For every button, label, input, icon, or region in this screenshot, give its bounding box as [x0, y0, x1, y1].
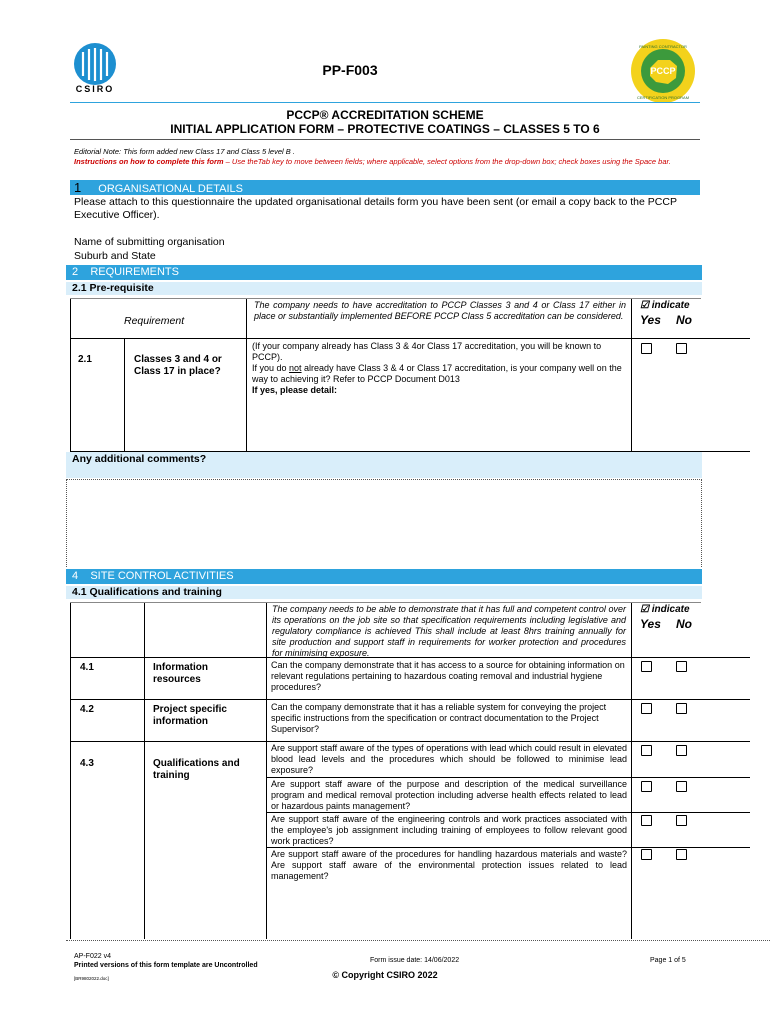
comments-right-rule: [701, 479, 702, 567]
comments-left-rule: [66, 479, 67, 567]
r43-q3-yes-checkbox[interactable]: [641, 815, 652, 826]
s4-line-top: [70, 602, 701, 603]
r42-no-checkbox[interactable]: [676, 703, 687, 714]
s4-line-r43: [70, 741, 750, 742]
org-name-field[interactable]: Name of submitting organisation: [74, 236, 225, 248]
section1-bar: [70, 180, 700, 195]
s4-line-c1: [144, 602, 145, 939]
s2-requirement-header: Requirement: [124, 315, 185, 327]
s2-line-left: [70, 298, 71, 452]
r43-number: 4.3: [80, 758, 94, 769]
section1-title: ORGANISATIONAL DETAILS: [98, 183, 243, 195]
csiro-logo: [70, 42, 120, 94]
s4-indicate: ☑ indicate: [640, 604, 690, 615]
r43-label: Qualifications and training: [153, 758, 240, 781]
title-rule: [70, 139, 700, 140]
r43-q2-yes-checkbox[interactable]: [641, 781, 652, 792]
r43-q3-text: Are support staff aware of the engineering controls and work practices associated with the employee's job assignment including training of employees to follow relevant good work practices?: [271, 814, 627, 846]
s2-row-text: [252, 341, 628, 396]
footer-copyright: © Copyright CSIRO 2022: [332, 970, 438, 980]
comments-top-rule: [66, 479, 702, 480]
svg-text:PCCP: PCCP: [650, 66, 676, 76]
s2-line-mid: [70, 338, 750, 339]
r43-q4-no-checkbox[interactable]: [676, 849, 687, 860]
s4-line-r42: [70, 699, 750, 700]
table-bottom-rule: [66, 940, 770, 941]
s2-row-text2: If you do not already have Class 3 & 4 or Class 17 accreditation, is your company well on the way to achieving it? Refer to PCCP Document D013: [252, 363, 622, 384]
s4-line-q3: [266, 812, 750, 813]
s2-row-label: Classes 3 and 4 or Class 17 in place?: [134, 354, 222, 377]
footer-code: AP-F022 v4: [74, 953, 111, 960]
r43-q1-no-checkbox[interactable]: [676, 745, 687, 756]
s2-no-label: No: [676, 313, 692, 327]
section1-number: 1: [74, 180, 82, 195]
r41-no-checkbox[interactable]: [676, 661, 687, 672]
r42-number: 4.2: [80, 704, 94, 715]
s2-row-number: 2.1: [78, 354, 92, 365]
r42-yes-checkbox[interactable]: [641, 703, 652, 714]
r42-text: Can the company demonstrate that it has a reliable system for conveying the project specific instructions from the specification or contract documentation to the Project Supervisor?: [271, 702, 607, 734]
section4-subbar: [66, 586, 702, 599]
r41-text: Can the company demonstrate that it has access to a source for obtaining information on relevant regulations pertaining to hazardous coating removal and industrial hygiene procedures?: [271, 660, 625, 692]
comments-label: Any additional comments?: [72, 453, 207, 465]
s2-line-c3: [631, 298, 632, 452]
section2-subbar: [66, 282, 702, 295]
title-line2: INITIAL APPLICATION FORM – PROTECTIVE COATINGS – CLASSES 5 TO 6: [170, 122, 600, 136]
section2-title: 2 REQUIREMENTS: [72, 266, 179, 278]
editorial-note: Editorial Note: This form added new Class 17 and Class 5 level B .: [74, 147, 295, 156]
s2-line-c1: [124, 338, 125, 452]
s4-line-q4: [266, 847, 750, 848]
instructions: [74, 157, 694, 167]
title-line1: PCCP® ACCREDITATION SCHEME: [286, 108, 484, 122]
section4-bar: [66, 569, 702, 584]
header-rule: [70, 102, 700, 103]
s4-line-q2: [266, 777, 750, 778]
s4-line-c2: [266, 602, 267, 939]
s4-line-left: [70, 602, 71, 939]
r43-q1-yes-checkbox[interactable]: [641, 745, 652, 756]
s2-yes-checkbox[interactable]: [641, 343, 652, 354]
s4-description: The company needs to be able to demonstrate that it has full and competent control over its operations on the job site so that specification requirements including legislative and regulatory compliance is achieved This shall include at least 8hrs training annually for site production and support staff in requirements for worker protection and procedures for minimising exposure.: [272, 604, 626, 658]
instructions-text: – Use theTab key to move between fields; where applicable, select options from the drop-down box; check boxes using the Space bar.: [223, 157, 671, 166]
s2-line-c2: [246, 298, 247, 452]
suburb-state-field[interactable]: Suburb and State: [74, 250, 156, 262]
section2-sub: 2.1 Pre-requisite: [72, 282, 154, 294]
r43-q4-text: Are support staff aware of the procedures for handling hazardous materials and waste? Are support staff aware of the environmental protection issues related to lead management?: [271, 849, 627, 881]
r43-q3-no-checkbox[interactable]: [676, 815, 687, 826]
section4-sub: 4.1 Qualifications and training: [72, 586, 222, 598]
s4-line-c3: [631, 602, 632, 939]
s4-yes-label: Yes: [640, 617, 661, 631]
pccp-badge: [630, 38, 696, 104]
comments-bar: [66, 452, 702, 478]
r42-label: Project specific information: [153, 704, 227, 727]
r41-label: Information resources: [153, 662, 208, 685]
svg-text:PAINTING CONTRACTOR: PAINTING CONTRACTOR: [639, 44, 687, 49]
section2-bar: [66, 265, 702, 280]
r43-q4-yes-checkbox[interactable]: [641, 849, 652, 860]
s2-indicate: ☑ indicate: [640, 300, 690, 311]
section1-intro: Please attach to this questionnaire the updated organisational details form you have been sent (or email a copy back to the PCCP Executive Officer).: [74, 196, 677, 221]
r43-q2-text: Are support staff aware of the purpose and description of the medical surveillance program and medical removal protection including adverse health effects related to lead or hazardous paints management?: [271, 779, 627, 811]
r41-yes-checkbox[interactable]: [641, 661, 652, 672]
s2-no-checkbox[interactable]: [676, 343, 687, 354]
footer-printed: Printed versions of this form template are Uncontrolled: [74, 962, 258, 969]
form-code: PP-F003: [322, 62, 378, 78]
svg-text:CERTIFICATION PROGRAM: CERTIFICATION PROGRAM: [636, 95, 690, 100]
s2-row-text1: (If your company already has Class 3 & 4or Class 17 accreditation, you will be known to PCCP).: [252, 341, 602, 362]
section4-title: 4 SITE CONTROL ACTIVITIES: [72, 570, 234, 582]
comments-area[interactable]: [68, 479, 700, 567]
r43-q1-text: Are support staff aware of the types of operations with lead which could result in elevated blood lead levels and the procedures which should be followed to minimise lead exposure?: [271, 743, 627, 775]
s2-line-top: [70, 298, 701, 299]
s2-yes-label: Yes: [640, 313, 661, 327]
s4-no-label: No: [676, 617, 692, 631]
s2-row-text3: If yes, please detail:: [252, 385, 338, 395]
s2-description: The company needs to have accreditation to PCCP Classes 3 and 4 or Class 17 either in place or substantially implemented BEFORE PCCP Class 5 accreditation can be considered.: [254, 300, 626, 321]
instructions-label: Instructions on how to complete this form: [74, 157, 224, 166]
footer-page: Page 1 of 5: [650, 957, 686, 964]
csiro-wordmark: CSIRO: [75, 84, 115, 94]
footer-issue: Form issue date: 14/06/2022: [370, 957, 460, 964]
footer-file: [BR9802022.doc]: [74, 976, 109, 981]
r41-number: 4.1: [80, 662, 94, 673]
r43-q2-no-checkbox[interactable]: [676, 781, 687, 792]
